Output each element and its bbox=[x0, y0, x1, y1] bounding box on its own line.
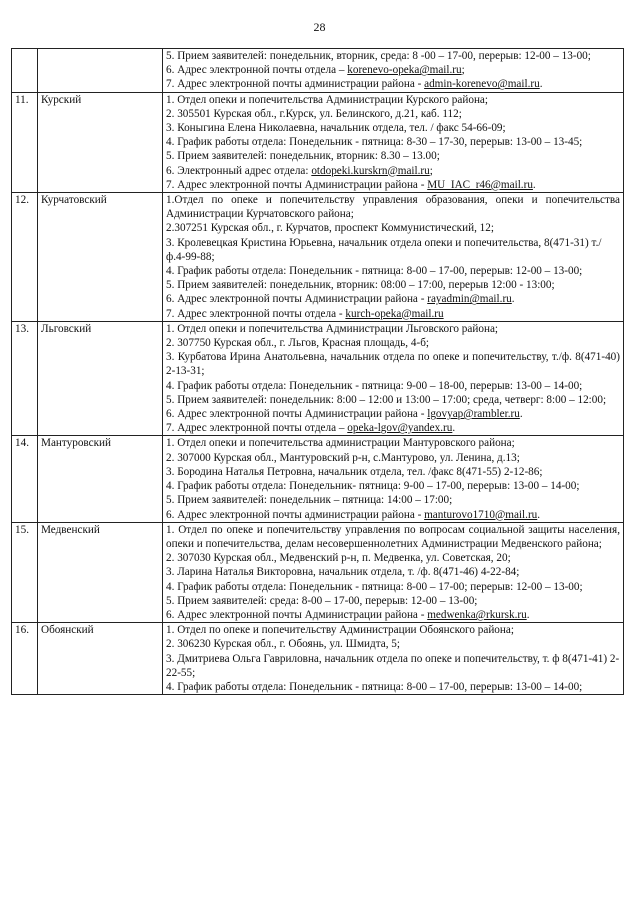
info-line bbox=[166, 49, 620, 63]
district-name: Медвенский bbox=[38, 522, 163, 622]
info-line bbox=[166, 264, 620, 278]
info-text: 3. Дмитриева Ольга Гавриловна, начальник отдела по опеке и попечительству, т. ф 8(471-41) 2-22-55; bbox=[166, 652, 620, 679]
info-text: 6. Адрес электронной почты отдела – bbox=[166, 64, 348, 77]
info-line bbox=[166, 551, 620, 565]
district-name: Льговский bbox=[38, 321, 163, 436]
info-line bbox=[166, 379, 620, 393]
info-text: 3. Курбатова Ирина Анатольевна, начальник отдела по опеке и попечительству, т./ф. 8(471-40) 2-13-31; bbox=[166, 351, 620, 378]
info-text: 5. Прием заявителей: понедельник, вторник, среда: 8 -00 – 17-00, перерыв: 12-00 – 13-00; bbox=[166, 50, 591, 62]
row-number bbox=[12, 49, 38, 93]
info-line bbox=[166, 508, 620, 522]
info-line bbox=[166, 135, 620, 149]
info-line bbox=[166, 594, 620, 608]
info-text: 2. 305501 Курская обл., г.Курск, ул. Белинского, д.21, каб. 112; bbox=[166, 107, 462, 120]
info-line bbox=[166, 523, 620, 551]
info-line bbox=[166, 451, 620, 465]
table-row bbox=[12, 623, 624, 695]
contact-info bbox=[163, 49, 624, 93]
info-line bbox=[166, 407, 620, 421]
info-text: 6. Адрес электронной почты Администрации района - bbox=[166, 293, 428, 306]
contact-info bbox=[163, 193, 624, 322]
district-name bbox=[38, 49, 163, 93]
info-text: 2. 307750 Курская обл., г. Льгов, Красная площадь, 4-б; bbox=[166, 337, 429, 350]
info-line bbox=[166, 77, 620, 91]
row-number: 12. bbox=[12, 193, 38, 322]
info-text: 2. 306230 Курская обл., г. Обоянь, ул. Шмидта, 5; bbox=[166, 638, 400, 651]
row-number: 13. bbox=[12, 321, 38, 436]
info-text: 7. Адрес электронной почты администрации района - bbox=[166, 78, 425, 91]
info-text: 7. Адрес электронной почты отдела - bbox=[166, 307, 346, 320]
info-line bbox=[166, 393, 620, 407]
info-text: 6. Адрес электронной почты Администрации района - bbox=[166, 608, 428, 621]
info-line bbox=[166, 680, 620, 694]
email-link[interactable]: opeka-lgov@yandex.ru bbox=[347, 422, 453, 435]
info-line bbox=[166, 221, 620, 235]
info-text: 5. Прием заявителей: понедельник, вторник: 8.30 – 13.00; bbox=[166, 150, 440, 163]
info-text: 1. Отдел опеки и попечительства администрации Мантуровского района; bbox=[166, 437, 515, 450]
info-line bbox=[166, 178, 620, 192]
info-line bbox=[166, 465, 620, 479]
info-text: 5. Прием заявителей: среда: 8-00 – 17-00, перерыв: 12-00 – 13-00; bbox=[166, 594, 478, 607]
email-link[interactable]: admin-korenevo@mail.ru bbox=[424, 78, 540, 91]
contact-info bbox=[163, 522, 624, 622]
row-number: 16. bbox=[12, 623, 38, 695]
row-number: 14. bbox=[12, 436, 38, 522]
info-text: 6. Адрес электронной почты администрации района - bbox=[166, 508, 425, 521]
email-link[interactable]: manturovo1710@mail.ru bbox=[424, 508, 538, 521]
info-text: 1. Отдел по опеке и попечительству управления по вопросам социальной защиты населения, опеки и попечительства, делам несовершеннолетних Администрации Медвенского района; bbox=[166, 523, 620, 550]
info-text: 1. Отдел опеки и попечительства Администрации Льговского района; bbox=[166, 322, 499, 335]
table-row bbox=[12, 49, 624, 93]
row-number: 11. bbox=[12, 92, 38, 192]
info-line bbox=[166, 236, 620, 264]
info-line bbox=[166, 623, 620, 637]
info-text: 7. Адрес электронной почты Администрации района - bbox=[166, 178, 428, 191]
info-line bbox=[166, 107, 620, 121]
table-row bbox=[12, 193, 624, 322]
page-number: 28 bbox=[313, 20, 326, 34]
info-line bbox=[166, 336, 620, 350]
info-text: 2. 307030 Курская обл., Медвенский р-н, п. Медвенка, ул. Советская, 20; bbox=[166, 552, 511, 565]
info-text: 3. Бородина Наталья Петровна, начальник отдела, тел. /факс 8(471-55) 2-12-86; bbox=[166, 465, 543, 478]
info-text: 1.Отдел по опеке и попечительству управления образования, опеки и попечительства Администрации Курчатовского района; bbox=[166, 194, 620, 221]
info-punctuation: . bbox=[511, 293, 515, 306]
row-number: 15. bbox=[12, 522, 38, 622]
info-text: 4. График работы отдела: Понедельник - пятница: 8-30 – 17-30, перерыв: 13-00 – 13-45; bbox=[166, 136, 583, 149]
info-text: 4. График работы отдела: Понедельник - пятница: 9-00 – 18-00, перерыв: 13-00 – 14-00; bbox=[166, 379, 583, 392]
info-text: 4. График работы отдела: Понедельник - пятница: 8-00 – 17-00, перерыв: 13-00 – 14-00; bbox=[166, 680, 583, 693]
info-text: 4. График работы отдела: Понедельник - пятница: 8-00 – 17-00; перерыв: 12-00 – 13-00; bbox=[166, 580, 583, 593]
table-row bbox=[12, 436, 624, 522]
info-line bbox=[166, 637, 620, 651]
info-punctuation: . bbox=[452, 422, 456, 435]
info-line bbox=[166, 479, 620, 493]
table-row bbox=[12, 92, 624, 192]
info-text: 5. Прием заявителей: понедельник, вторник: 08:00 – 17:00, перерыв 12:00 - 13:00; bbox=[166, 279, 555, 292]
info-text: 2.307251 Курская обл., г. Курчатов, проспект Коммунистический, 12; bbox=[166, 222, 494, 235]
info-line bbox=[166, 93, 620, 107]
info-line bbox=[166, 164, 620, 178]
district-contacts-table bbox=[11, 48, 624, 695]
contact-info bbox=[163, 623, 624, 695]
email-link[interactable]: kurch-opeka@mail.ru bbox=[345, 307, 444, 320]
info-punctuation: . bbox=[519, 408, 523, 421]
info-text: 2. 307000 Курская обл., Мантуровский р-н, с.Мантурово, ул. Ленина, д.13; bbox=[166, 451, 520, 464]
info-line bbox=[166, 421, 620, 435]
district-name: Курчатовский bbox=[38, 193, 163, 322]
contact-info bbox=[163, 92, 624, 192]
email-link[interactable]: MU_IAC_r46@mail.ru bbox=[427, 178, 533, 191]
info-line bbox=[166, 193, 620, 221]
district-name: Курский bbox=[38, 92, 163, 192]
info-line bbox=[166, 350, 620, 378]
info-line bbox=[166, 565, 620, 579]
info-line bbox=[166, 436, 620, 450]
info-text: 6. Электронный адрес отдела: bbox=[166, 164, 312, 177]
email-link[interactable]: medwenka@rkursk.ru bbox=[427, 608, 527, 621]
info-punctuation: . bbox=[532, 178, 536, 191]
info-text: 3. Кролевецкая Кристина Юрьевна, начальник отдела опеки и попечительства, 8(471-31) т./ф.4-99-88; bbox=[166, 236, 602, 263]
info-text: 7. Адрес электронной почты отдела – bbox=[166, 422, 348, 435]
district-name: Обоянский bbox=[38, 623, 163, 695]
info-punctuation: ; bbox=[461, 64, 465, 77]
info-text: 4. График работы отдела: Понедельник - пятница: 8-00 – 17-00, перерыв: 12-00 – 13-00; bbox=[166, 265, 583, 278]
info-line bbox=[166, 580, 620, 594]
info-text: 5. Прием заявителей: понедельник: 8:00 – 12:00 и 13:00 – 17:00; среда, четверг: 8:00 – 12:00; bbox=[166, 393, 607, 406]
info-punctuation: . bbox=[539, 78, 543, 91]
info-line bbox=[166, 493, 620, 507]
info-text: 1. Отдел по опеке и попечительству Администрации Обоянского района; bbox=[166, 624, 514, 637]
info-line bbox=[166, 278, 620, 292]
table-row bbox=[12, 321, 624, 436]
email-link[interactable]: otdopeki.kurskrn@mail.ru bbox=[311, 164, 430, 177]
info-punctuation: . bbox=[526, 608, 530, 621]
contact-info bbox=[163, 436, 624, 522]
info-line bbox=[166, 292, 620, 306]
info-line bbox=[166, 608, 620, 622]
email-link[interactable]: rayadmin@mail.ru bbox=[427, 293, 512, 306]
info-text: 4. График работы отдела: Понедельник- пятница: 9-00 – 17-00, перерыв: 13-00 – 14-00; bbox=[166, 480, 580, 493]
info-text: 5. Прием заявителей: понедельник – пятница: 14:00 – 17:00; bbox=[166, 494, 453, 507]
info-punctuation: . bbox=[537, 508, 541, 521]
info-text: 6. Адрес электронной почты Администрации района - bbox=[166, 408, 428, 421]
info-line bbox=[166, 322, 620, 336]
info-line bbox=[166, 63, 620, 77]
contact-info bbox=[163, 321, 624, 436]
info-line bbox=[166, 149, 620, 163]
info-line bbox=[166, 121, 620, 135]
info-line bbox=[166, 652, 620, 680]
table-row bbox=[12, 522, 624, 622]
info-line bbox=[166, 307, 620, 321]
info-text: 3. Коныгина Елена Николаевна, начальник отдела, тел. / факс 54-66-09; bbox=[166, 122, 506, 135]
info-text: 3. Ларина Наталья Викторовна, начальник отдела, т. /ф. 8(471-46) 4-22-84; bbox=[166, 566, 520, 579]
email-link[interactable]: lgovyap@rambler.ru bbox=[427, 408, 520, 421]
district-name: Мантуровский bbox=[38, 436, 163, 522]
info-punctuation: ; bbox=[429, 164, 433, 177]
info-text: 1. Отдел опеки и попечительства Администрации Курского района; bbox=[166, 93, 489, 106]
email-link[interactable]: korenevo-opeka@mail.ru bbox=[347, 64, 462, 77]
